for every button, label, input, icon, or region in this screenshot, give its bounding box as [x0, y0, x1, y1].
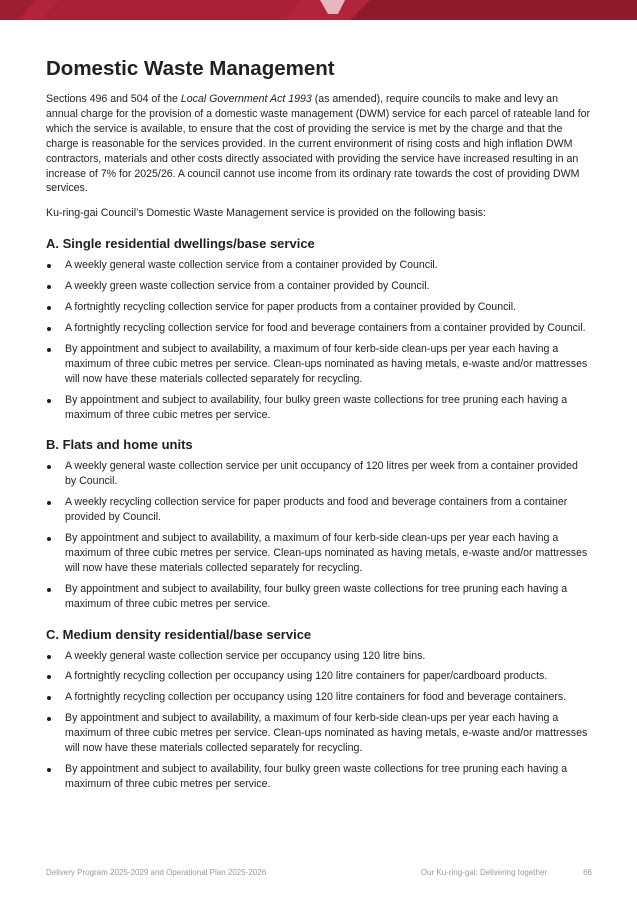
bullet-icon [47, 717, 51, 721]
header-band [0, 0, 637, 20]
intro-paragraph [46, 92, 592, 196]
bullet-icon [47, 285, 51, 289]
page-number: 66 [583, 868, 592, 877]
footer-document-title: Delivery Program 2025-2029 and Operational Plan 2025-2026 [46, 868, 267, 877]
list-item-text: A weekly general waste collection service per unit occupancy of 120 litres per week from a container provided by Council. [65, 460, 578, 488]
list-item [46, 393, 592, 423]
list-item [46, 531, 592, 576]
page-content [46, 56, 592, 798]
list-item [46, 582, 592, 612]
list-item [46, 669, 592, 684]
bullet-icon [47, 537, 51, 541]
footer-right [421, 868, 592, 878]
list-item-text: By appointment and subject to availability, four bulky green waste collections for tree pruning each having a maximum of three cubic metres per service. [65, 393, 568, 421]
list-item-text: A weekly recycling collection service for paper products and food and beverage containers from a container provided by Council. [65, 496, 568, 524]
bullet-icon [47, 768, 51, 772]
list-item [46, 649, 592, 664]
list-item [46, 711, 592, 756]
act-title: Local Government Act 1993 [180, 93, 312, 105]
section-a-list [46, 258, 592, 422]
list-item-text: A fortnightly recycling collection per occupancy using 120 litre containers for food and beverage containers. [65, 691, 567, 704]
list-item-text: By appointment and subject to availability, four bulky green waste collections for tree pruning each having a maximum of three cubic metres per service. [65, 582, 568, 610]
bullet-icon [47, 588, 51, 592]
section-b-heading: B. Flats and home units [46, 437, 193, 453]
list-item [46, 342, 592, 387]
list-item [46, 495, 592, 525]
list-item [46, 321, 592, 336]
list-item [46, 300, 592, 315]
header-band-graphic [0, 0, 637, 20]
bullet-icon [47, 655, 51, 659]
section-a-heading: A. Single residential dwellings/base service [46, 236, 315, 252]
bullet-icon [47, 348, 51, 352]
list-item [46, 459, 592, 489]
bullet-icon [47, 327, 51, 331]
intro-text-start: Sections 496 and 504 of the [46, 93, 181, 105]
list-item-text: By appointment and subject to availability, four bulky green waste collections for tree pruning each having a maximum of three cubic metres per service. [65, 763, 568, 790]
footer-theme: Our Ku-ring-gai: Delivering together [420, 868, 548, 877]
bullet-icon [47, 675, 51, 679]
list-item-text: A fortnightly recycling collection service for paper products from a container provided by Council. [65, 301, 517, 314]
list-item-text: A fortnightly recycling collection service for food and beverage containers from a container provided by Council. [65, 321, 586, 334]
list-item-text: A weekly green waste collection service from a container provided by Council. [65, 280, 430, 293]
list-item-text: By appointment and subject to availability, a maximum of four kerb-side clean-ups per year each having a maximum of three cubic metres per service. Clean-ups nominated as having metals, e-waste and/or mattresses will now have these materials collected separately for recycling. [65, 712, 588, 755]
bullet-icon [47, 465, 51, 469]
list-item-text: A weekly general waste collection service from a container provided by Council. [65, 259, 438, 272]
list-item [46, 762, 592, 792]
basis-paragraph: Ku-ring-gai Council’s Domestic Waste Management service is provided on the following basis: [46, 207, 486, 220]
list-item [46, 258, 592, 273]
bullet-icon [47, 696, 51, 700]
section-b-list [46, 459, 592, 611]
page-title: Domestic Waste Management [46, 57, 335, 80]
list-item-text: A fortnightly recycling collection per occupancy using 120 litre containers for paper/cardboard products. [65, 670, 548, 683]
list-item [46, 279, 592, 294]
bullet-icon [47, 501, 51, 505]
list-item-text: By appointment and subject to availability, a maximum of four kerb-side clean-ups per year each having a maximum of three cubic metres per service. Clean-ups nominated as having metals, e-waste and/or mattresses will now have these materials collected separately for recycling. [65, 342, 588, 385]
bullet-icon [47, 399, 51, 403]
intro-text-end: (as amended), require councils to make and levy an annual charge for the provision of a domestic waste management (DWM) service for each parcel of rateable land for which the service is available, to ensure that the cost of providing the service is met by the charge and that the charge is reasonable for the services provided. In the current environment of rising costs and high inflation DWM contractors, materials and other costs directly associated with providing the service have increased resulting in an increase of 7% for 2025/26. A council cannot use income from its ordinary rate towards the cost of providing DWM services. [46, 93, 591, 195]
bullet-icon [47, 264, 51, 268]
bullet-icon [47, 306, 51, 310]
section-c-heading: C. Medium density residential/base service [46, 626, 312, 642]
list-item-text: A weekly general waste collection service per occupancy using 120 litre bins. [65, 649, 426, 662]
list-item [46, 690, 592, 705]
section-c-list [46, 649, 592, 792]
list-item-text: By appointment and subject to availability, a maximum of four kerb-side clean-ups per year each having a maximum of three cubic metres per service. Clean-ups nominated as having metals, e-waste and/or mattresses will now have these materials collected separately for recycling. [65, 532, 588, 574]
